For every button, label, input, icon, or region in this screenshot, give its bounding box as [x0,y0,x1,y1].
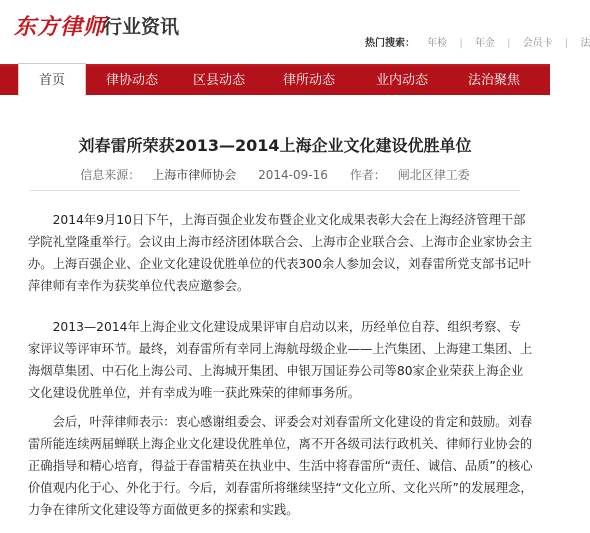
article-paragraph: 会后，叶萍律师表示：衷心感谢组委会、评委会对刘春雷所文化建设的肯定和鼓励。刘春雷所能连续两届蝉联上海企业文化建设优胜单位，离不开各级司法行政机关、律师行业协会的正确指导和精心培育，得益于春雷精英在执业中、生活中将春雷所“责任、诚信、品质”的核心价值观内化于心、外化于行。今后，刘春雷所将继续坚持“文化立所、文化兴所”的发展理念，力争在律所文化建设等方面做更多的探索和实践。 [28,415,533,517]
nav-item-rule-of-law[interactable]: 法治聚焦 [467,73,520,88]
section-title: 行业资讯 [103,16,180,38]
divider [30,190,520,191]
hot-keyword[interactable]: 年金 [474,38,495,49]
separator: | [564,38,569,49]
hot-keyword[interactable]: 年检 [427,38,448,49]
nav-item-industry-news[interactable]: 业内动态 [375,73,428,88]
hot-search-label: 热门搜索： [365,38,415,49]
nav-item-district-news[interactable]: 区县动态 [192,73,245,88]
site-logo[interactable]: 东方律师 [14,14,107,40]
article-paragraph: 2014年9月10日下午，上海百强企业发布暨企业文化成果表彰大会在上海经济管理干部学院礼堂隆重举行。会议由上海市经济团体联合会、上海市企业联合会、上海市企业家协会主办。上海百强企业、企业文化建设优胜单位的代表300余人参加会议，刘春雷所党支部书记叶萍律师有幸作为获奖单位代表应邀参会。 [28,213,533,293]
main-nav [0,64,550,95]
publish-date: 2014-09-16 [258,168,328,182]
hot-keyword[interactable]: 法 [580,38,590,49]
hot-search [365,34,590,49]
nav-item-bar-association-news[interactable]: 律协动态 [105,73,158,88]
nav-item-law-firm-news[interactable]: 律所动态 [282,73,335,88]
nav-item-home[interactable]: 首页 [18,63,86,96]
separator: | [507,38,511,49]
source-value: 上海市律师协会 [152,168,237,182]
article-paragraph: 2013—2014年上海企业文化建设成果评审自启动以来，历经单位自荐、组织考察、专家评议等评审环节。最终，刘春雷所有幸同上海航母级企业——上汽集团、上海建工集团、上海烟草集团、中石化上海公司、上海城开集团、申银万国证券公司等80家企业荣获上海企业文化建设优胜单位，并有幸成为唯一获此殊荣的律师事务所。 [28,320,533,400]
source-label: 信息来源： [80,168,141,182]
hot-keyword[interactable]: 会员卡 [522,38,553,49]
article-title: 刘春雷所荣获2013—2014上海企业文化建设优胜单位 [78,136,472,155]
author-value: 闸北区律工委 [397,168,470,182]
separator: | [459,38,463,49]
author-label: 作者： [349,168,386,182]
site-header [0,0,590,58]
article-meta [0,166,550,183]
